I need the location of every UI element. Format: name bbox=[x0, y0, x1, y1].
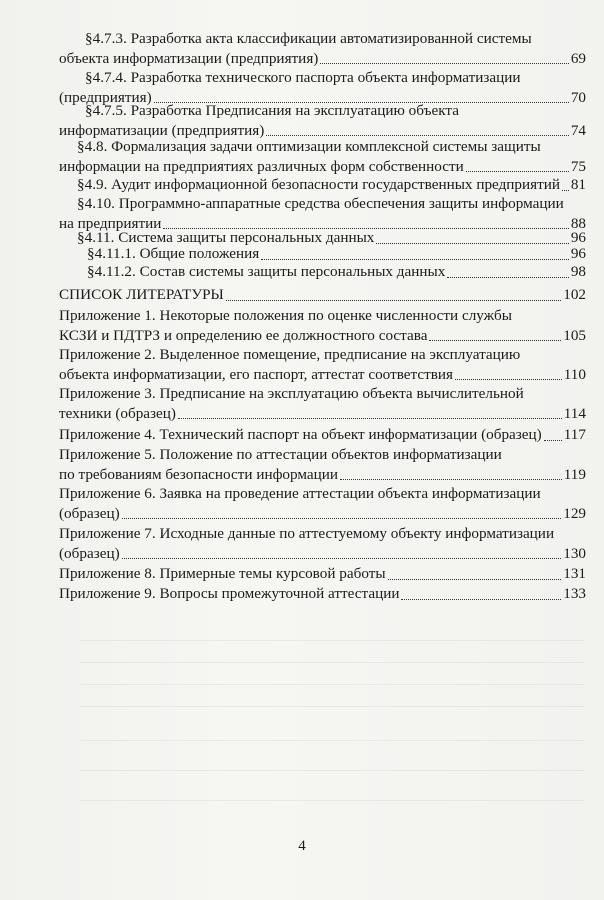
toc-page-number: 69 bbox=[570, 49, 586, 67]
toc-page-number: 105 bbox=[563, 326, 586, 344]
toc-page-number: 98 bbox=[570, 263, 586, 280]
toc-entry bbox=[87, 244, 586, 264]
toc-entry bbox=[87, 262, 586, 282]
toc-entry-title: §4.7.3. Разработка акта классификации автоматизированной системы bbox=[85, 30, 532, 47]
dot-leader bbox=[429, 339, 561, 341]
toc-page-number: 133 bbox=[563, 585, 586, 602]
dot-leader bbox=[562, 189, 569, 191]
toc-entry-title: Приложение 2. Выделенное помещение, предписание на эксплуатацию bbox=[59, 346, 521, 363]
toc-page-number: 114 bbox=[563, 404, 586, 422]
dot-leader bbox=[226, 299, 561, 301]
toc-entry-title: Приложение 1. Некоторые положения по оценке численности службы bbox=[59, 307, 512, 324]
toc-page-number: 117 bbox=[563, 426, 586, 443]
toc-entry bbox=[77, 175, 586, 195]
toc-entry-title-cont: объекта информатизации, его паспорт, аттестат соответствия bbox=[59, 365, 454, 383]
toc-entry-title: СПИСОК ЛИТЕРАТУРЫ bbox=[59, 286, 224, 303]
toc-page-number: 81 bbox=[570, 176, 586, 193]
dot-leader bbox=[178, 417, 562, 419]
toc-entry-title: §4.7.4. Разработка технического паспорта объекта информатизации bbox=[85, 69, 521, 86]
toc-page-number: 96 bbox=[570, 245, 586, 262]
toc-entry bbox=[59, 345, 586, 384]
toc-entry-title-cont: на предприятии bbox=[59, 214, 162, 232]
dot-leader bbox=[266, 134, 569, 136]
toc-page-number: 131 bbox=[563, 565, 586, 582]
toc-entry-title: §4.7.5. Разработка Предписания на эксплуатацию объекта bbox=[85, 102, 459, 119]
toc-page-number: 129 bbox=[563, 504, 586, 522]
toc-entry bbox=[59, 384, 586, 423]
toc-entry bbox=[59, 101, 586, 140]
toc-page-number: 70 bbox=[570, 88, 586, 106]
toc-entry bbox=[59, 445, 586, 484]
toc-entry-title: Приложение 8. Примерные темы курсовой работы bbox=[59, 565, 386, 582]
dot-leader bbox=[340, 478, 562, 480]
toc-entry-title: Приложение 6. Заявка на проведение аттестации объекта информатизации bbox=[59, 485, 541, 502]
toc-page-number: 75 bbox=[570, 157, 586, 175]
toc-entry bbox=[59, 564, 586, 584]
dot-leader bbox=[320, 62, 568, 64]
toc-entry-title: §4.8. Формализация задачи оптимизации комплексной системы защиты bbox=[77, 138, 541, 155]
toc-entry bbox=[59, 524, 586, 563]
toc-entry-title: Приложение 7. Исходные данные по аттестуемому объекту информатизации bbox=[59, 525, 555, 542]
page-number: 4 bbox=[298, 838, 306, 854]
dot-leader bbox=[122, 557, 562, 559]
dot-leader bbox=[466, 170, 569, 172]
toc-page-number: 130 bbox=[563, 544, 586, 562]
toc-entry-title: Приложение 9. Вопросы промежуточной аттестации bbox=[59, 585, 400, 602]
toc-entry-title-cont: (образец) bbox=[59, 504, 120, 522]
toc-page-number: 102 bbox=[563, 286, 586, 303]
toc-entry bbox=[59, 306, 586, 345]
toc-page-number: 88 bbox=[570, 214, 586, 232]
toc-entry-title-cont: по требованиям безопасности информации bbox=[59, 465, 339, 483]
dot-leader bbox=[401, 598, 561, 600]
dot-leader bbox=[388, 578, 562, 580]
toc-entry bbox=[59, 425, 586, 445]
toc-entry-title-cont: (предприятия) bbox=[59, 88, 152, 106]
toc-entry-title: Приложение 3. Предписание на эксплуатацию объекта вычислительной bbox=[59, 385, 524, 402]
dot-leader bbox=[447, 276, 568, 278]
toc-page-number: 119 bbox=[563, 465, 586, 483]
toc-entry-title: §4.11.2. Состав системы защиты персональных данных bbox=[87, 263, 446, 280]
toc-entry-title-cont: КСЗИ и ПДТРЗ и определению ее должностного состава bbox=[59, 326, 428, 344]
toc-entry-title-cont: информатизации (предприятия) bbox=[59, 121, 265, 139]
toc-entry bbox=[59, 584, 586, 604]
dot-leader bbox=[544, 439, 562, 441]
toc-entry bbox=[59, 137, 586, 176]
toc-entry-title: Приложение 4. Технический паспорт на объект информатизации (образец) bbox=[59, 426, 542, 443]
toc-entry bbox=[59, 285, 586, 305]
toc-entry-title: §4.9. Аудит информационной безопасности государственных предприятий bbox=[77, 176, 561, 193]
toc-entry bbox=[59, 484, 586, 523]
toc-entry bbox=[59, 29, 586, 68]
dot-leader bbox=[122, 517, 562, 519]
toc-entry-title: §4.11.1. Общие положения bbox=[87, 245, 260, 262]
toc-entry-title-cont: (образец) bbox=[59, 544, 120, 562]
toc-entry-title: §4.11. Система защиты персональных данных bbox=[77, 229, 375, 246]
toc-entry-title: §4.10. Программно-аппаратные средства обеспечения защиты информации bbox=[77, 195, 564, 212]
toc-entry-title: Приложение 5. Положение по аттестации объектов информатизации bbox=[59, 446, 502, 463]
toc-page-number: 110 bbox=[563, 365, 586, 383]
toc-page-number: 74 bbox=[570, 121, 586, 139]
toc-page-number: 96 bbox=[570, 229, 586, 246]
dot-leader bbox=[261, 258, 569, 260]
toc-entry-title-cont: объекта информатизации (предприятия) bbox=[59, 49, 319, 67]
toc-entry-title-cont: техники (образец) bbox=[59, 404, 176, 422]
dot-leader bbox=[455, 378, 562, 380]
toc-entry-title-cont: информации на предприятиях различных форм собственности bbox=[59, 157, 464, 175]
